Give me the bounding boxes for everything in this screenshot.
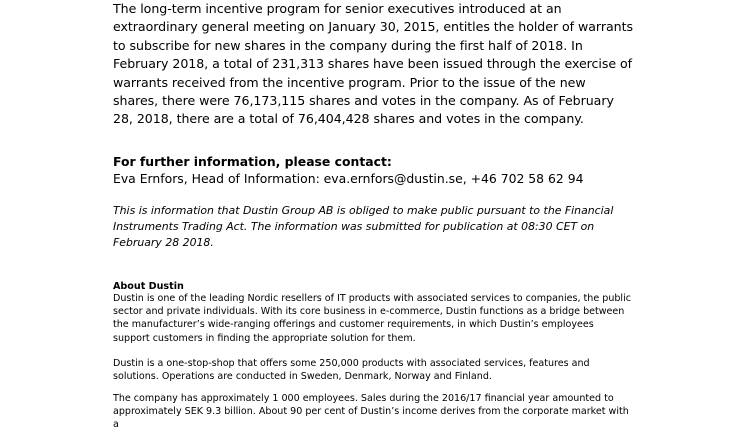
about-paragraph-1: Dustin is one of the leading Nordic resellers of IT products with associated services to companies, the public sector and private individuals. With its core business in e-commerce, Dustin functions as a bridge between the manufacturer’s wide-ranging offerings and customer requirements, in which Dustin’s employees support customers in finding the appropriate solution for them. <box>113 293 631 344</box>
about-paragraph-2: Dustin is a one-stop-shop that offers some 250,000 products with associated services, features and solutions. Operations are conducted in Sweden, Denmark, Norway and Finland. <box>113 358 590 383</box>
contact-heading: For further information, please contact: <box>113 154 392 169</box>
about-paragraph-3: The company has approximately 1 000 employees. Sales during the 2016/17 financial year amounted to approximately SEK 9.3 billion. About 90 per cent of Dustin’s income derives from the corporate market with a <box>113 393 629 431</box>
contact-details: Eva Ernfors, Head of Information: eva.ernfors@dustin.se, +46 702 58 62 94 <box>113 171 584 186</box>
incentive-program-paragraph: The long-term incentive program for senior executives introduced at an extraordinary general meeting on January 30, 2015, entitles the holder of warrants to subscribe for new shares in the company during the first half of 2018. In February 2018, a total of 231,313 shares have been issued through the exercise of warrants received from the incentive program. Prior to the issue of the new shares, there were 76,173,115 shares and votes in the company. As of February 28, 2018, there are a total of 76,404,428 shares and votes in the company. <box>113 1 633 127</box>
disclosure-statement: This is information that Dustin Group AB is obliged to make public pursuant to the Financial Instruments Trading Act. The information was submitted for publication at 08:30 CET on February 28 2018. <box>113 204 614 250</box>
about-heading: About Dustin <box>113 281 184 292</box>
